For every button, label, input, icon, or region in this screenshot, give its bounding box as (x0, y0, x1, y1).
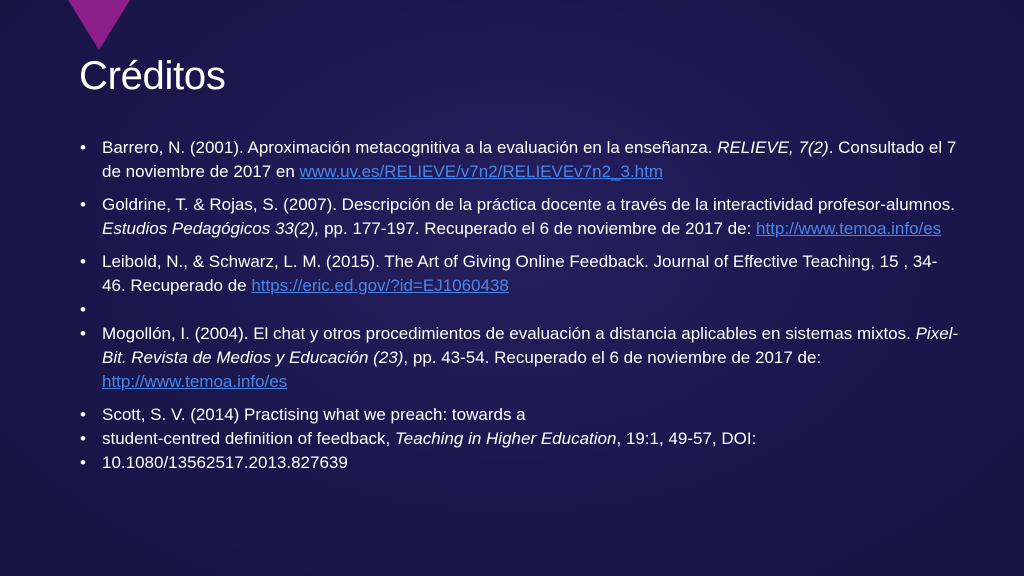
reference-item (80, 193, 960, 241)
reference-item (80, 322, 960, 394)
reference-doi: 10.1080/13562517.2013.827639 (102, 453, 348, 472)
empty-bullet (80, 298, 960, 322)
accent-triangle (68, 0, 130, 50)
reference-source: Teaching in Higher Education (394, 429, 617, 448)
slide-title: Créditos (79, 54, 226, 98)
reference-source: Estudios Pedagógicos 33(2), (102, 219, 320, 238)
reference-text: Leibold, N., & Schwarz, L. M. (2015). The Art of Giving Online Feedback. Journal of Effective Teaching, 15 , 34-46. Recuperado de (102, 252, 938, 295)
reference-item (80, 427, 960, 451)
reference-link[interactable]: www.uv.es/RELIEVE/v7n2/RELIEVEv7n2_3.htm (299, 162, 664, 181)
reference-text: pp. 177-197. Recuperado el 6 de noviembre de 2017 de: (319, 219, 757, 238)
references-list (80, 136, 960, 475)
reference-link[interactable]: https://eric.ed.gov/?id=EJ1060438 (251, 276, 509, 295)
reference-text: , 19:1, 49-57, DOI: (616, 429, 757, 448)
reference-source: RELIEVE, 7(2) (717, 138, 829, 157)
reference-item (80, 136, 960, 184)
reference-text: Barrero, N. (2001). Aproximación metacognitiva a la evaluación en la enseñanza. (102, 138, 718, 157)
reference-link[interactable]: http://www.temoa.info/es (756, 219, 942, 238)
reference-text: student-centred definition of feedback, (102, 429, 395, 448)
reference-item (80, 403, 960, 427)
reference-text: Goldrine, T. & Rojas, S. (2007). Descripción de la práctica docente a través de la interactividad profesor-alumnos. (102, 195, 955, 214)
reference-source: Pixel-Bit. Revista de Medios y Educación (23) (102, 324, 959, 367)
reference-text: . Consultado el 7 de noviembre de 2017 en (102, 138, 957, 181)
reference-text: Mogollón, I. (2004). El chat y otros procedimientos de evaluación a distancia aplicables en sistemas mixtos. (102, 324, 916, 343)
reference-text: Scott, S. V. (2014) Practising what we preach: towards a (102, 405, 526, 424)
reference-link[interactable]: http://www.temoa.info/es (102, 372, 288, 391)
reference-text: , pp. 43-54. Recuperado el 6 de noviembre de 2017 de: (403, 348, 822, 367)
reference-item (80, 250, 960, 298)
reference-item (80, 451, 960, 475)
